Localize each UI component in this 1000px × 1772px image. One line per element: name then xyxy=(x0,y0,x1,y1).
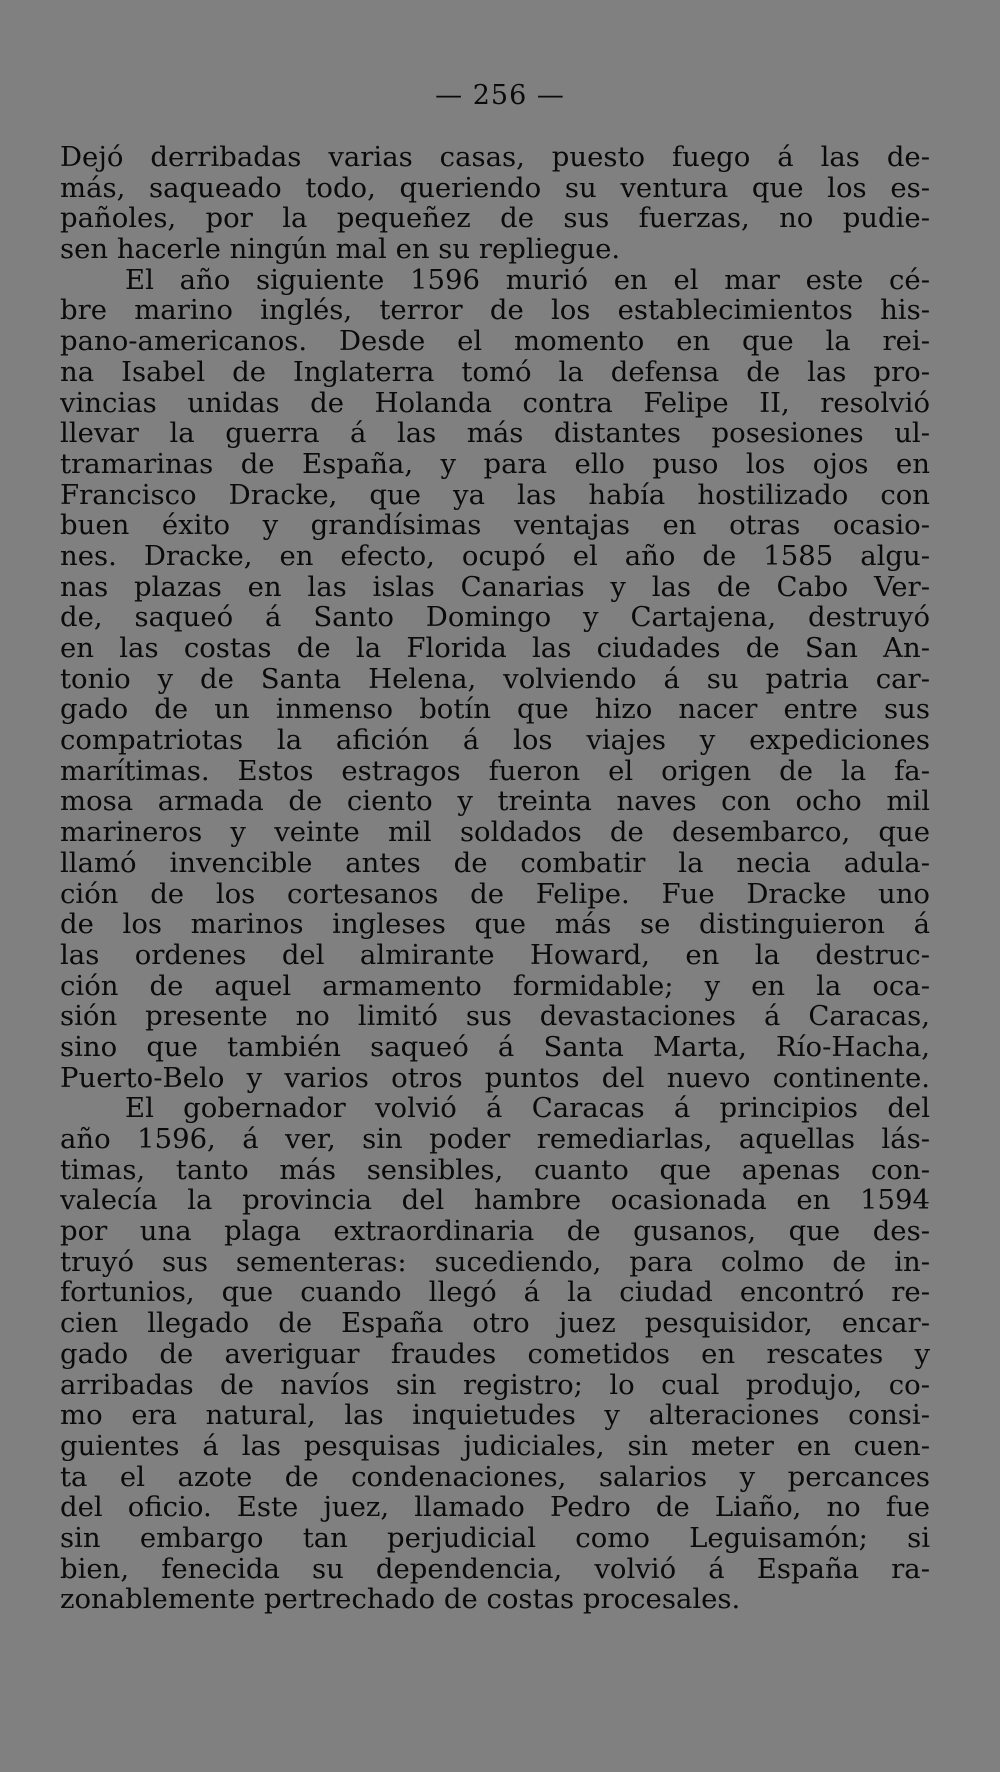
text-line: sen hacerle ningún mal en su repliegue. xyxy=(60,234,621,265)
text-line: nes. Dracke, en efecto, ocupó el año de 1585 algu- xyxy=(60,540,930,572)
text-line: cien llegado de España otro juez pesquisidor, encar- xyxy=(60,1308,930,1339)
text-line: Dejó derribadas varias casas, puesto fuego á las de- xyxy=(60,142,930,173)
text-line: compatriotas la afición á los viajes y expediciones xyxy=(60,725,930,756)
text-line: por una plaga extraordinaria de gusanos, que des- xyxy=(60,1216,930,1247)
text-line: pano-americanos. Desde el momento en que la rei- xyxy=(60,326,930,357)
text-line: más, saqueado todo, queriendo su ventura que los es- xyxy=(60,172,930,204)
text-line: tramarinas de España, y para ello puso los ojos en xyxy=(60,448,930,480)
text-line: llamó invencible antes de combatir la necia adula- xyxy=(60,847,930,879)
text-line: de, saqueó á Santo Domingo y Cartajena, destruyó xyxy=(60,602,930,633)
text-line: buen éxito y grandísimas ventajas en otras ocasio- xyxy=(60,510,930,541)
text-line: nas plazas en las islas Canarias y las de Cabo Ver- xyxy=(60,571,930,603)
text-line: El año siguiente 1596 murió en el mar este cé- xyxy=(125,264,930,296)
text-line: Puerto-Belo y varios otros puntos del nuevo continente. xyxy=(60,1062,930,1094)
text-line: las ordenes del almirante Howard, en la destruc- xyxy=(60,939,930,971)
text-line: ción de los cortesanos de Felipe. Fue Dracke uno xyxy=(60,878,930,910)
text-line: na Isabel de Inglaterra tomó la defensa de las pro- xyxy=(60,356,930,388)
text-line: pañoles, por la pequeñez de sus fuerzas, no pudie- xyxy=(60,203,930,235)
text-line: mo era natural, las inquietudes y alteraciones consi- xyxy=(60,1400,930,1431)
text-line: timas, tanto más sensibles, cuanto que apenas con- xyxy=(60,1154,930,1186)
text-line: tonio y de Santa Helena, volviendo á su patria car- xyxy=(60,663,930,695)
text-line: gado de un inmenso botín que hizo nacer entre sus xyxy=(60,694,930,726)
text-line: truyó sus sementeras: sucediendo, para colmo de in- xyxy=(60,1246,930,1278)
text-line: sino que también saqueó á Santa Marta, Río-Hacha, xyxy=(60,1031,930,1063)
text-line: del oficio. Este juez, llamado Pedro de Liaño, no fue xyxy=(60,1492,930,1523)
text-line: vincias unidas de Holanda contra Felipe II, resolvió xyxy=(60,387,930,419)
text-line: ción de aquel armamento formidable; y en la oca- xyxy=(60,970,930,1002)
text-line: guientes á las pesquisas judiciales, sin meter en cuen- xyxy=(60,1430,930,1462)
text-line: fortunios, que cuando llegó á la ciudad encontró re- xyxy=(60,1277,930,1309)
text-line: Francisco Dracke, que ya las había hostilizado con xyxy=(60,479,930,511)
text-line: marítimas. Estos estragos fueron el origen de la fa- xyxy=(60,755,930,787)
text-line: en las costas de la Florida las ciudades de San An- xyxy=(60,633,930,664)
body-text xyxy=(60,142,930,1615)
text-line: de los marinos ingleses que más se distinguieron á xyxy=(60,909,930,940)
page-number: — 256 — xyxy=(435,80,565,111)
text-line: valecía la provincia del hambre ocasionada en 1594 xyxy=(60,1185,930,1217)
text-line: bre marino inglés, terror de los establecimientos his- xyxy=(60,295,930,327)
text-line: arribadas de navíos sin registro; lo cual produjo, co- xyxy=(60,1369,930,1401)
text-line: zonablemente pertrechado de costas procesales. xyxy=(60,1584,741,1615)
text-line: mosa armada de ciento y treinta naves con ocho mil xyxy=(60,786,930,818)
text-line: bien, fenecida su dependencia, volvió á España ra- xyxy=(60,1553,930,1585)
text-line: llevar la guerra á las más distantes posesiones ul- xyxy=(60,418,930,449)
text-line: marineros y veinte mil soldados de desembarco, que xyxy=(60,817,930,848)
text-line: sin embargo tan perjudicial como Leguisamón; si xyxy=(60,1522,930,1554)
text-line: año 1596, á ver, sin poder remediarlas, aquellas lás- xyxy=(60,1124,930,1155)
text-line: ta el azote de condenaciones, salarios y percances xyxy=(60,1461,930,1493)
text-line: El gobernador volvió á Caracas á principios del xyxy=(125,1093,930,1124)
text-line: gado de averiguar fraudes cometidos en rescates y xyxy=(60,1338,930,1370)
text-line: sión presente no limitó sus devastaciones á Caracas, xyxy=(60,1001,930,1032)
